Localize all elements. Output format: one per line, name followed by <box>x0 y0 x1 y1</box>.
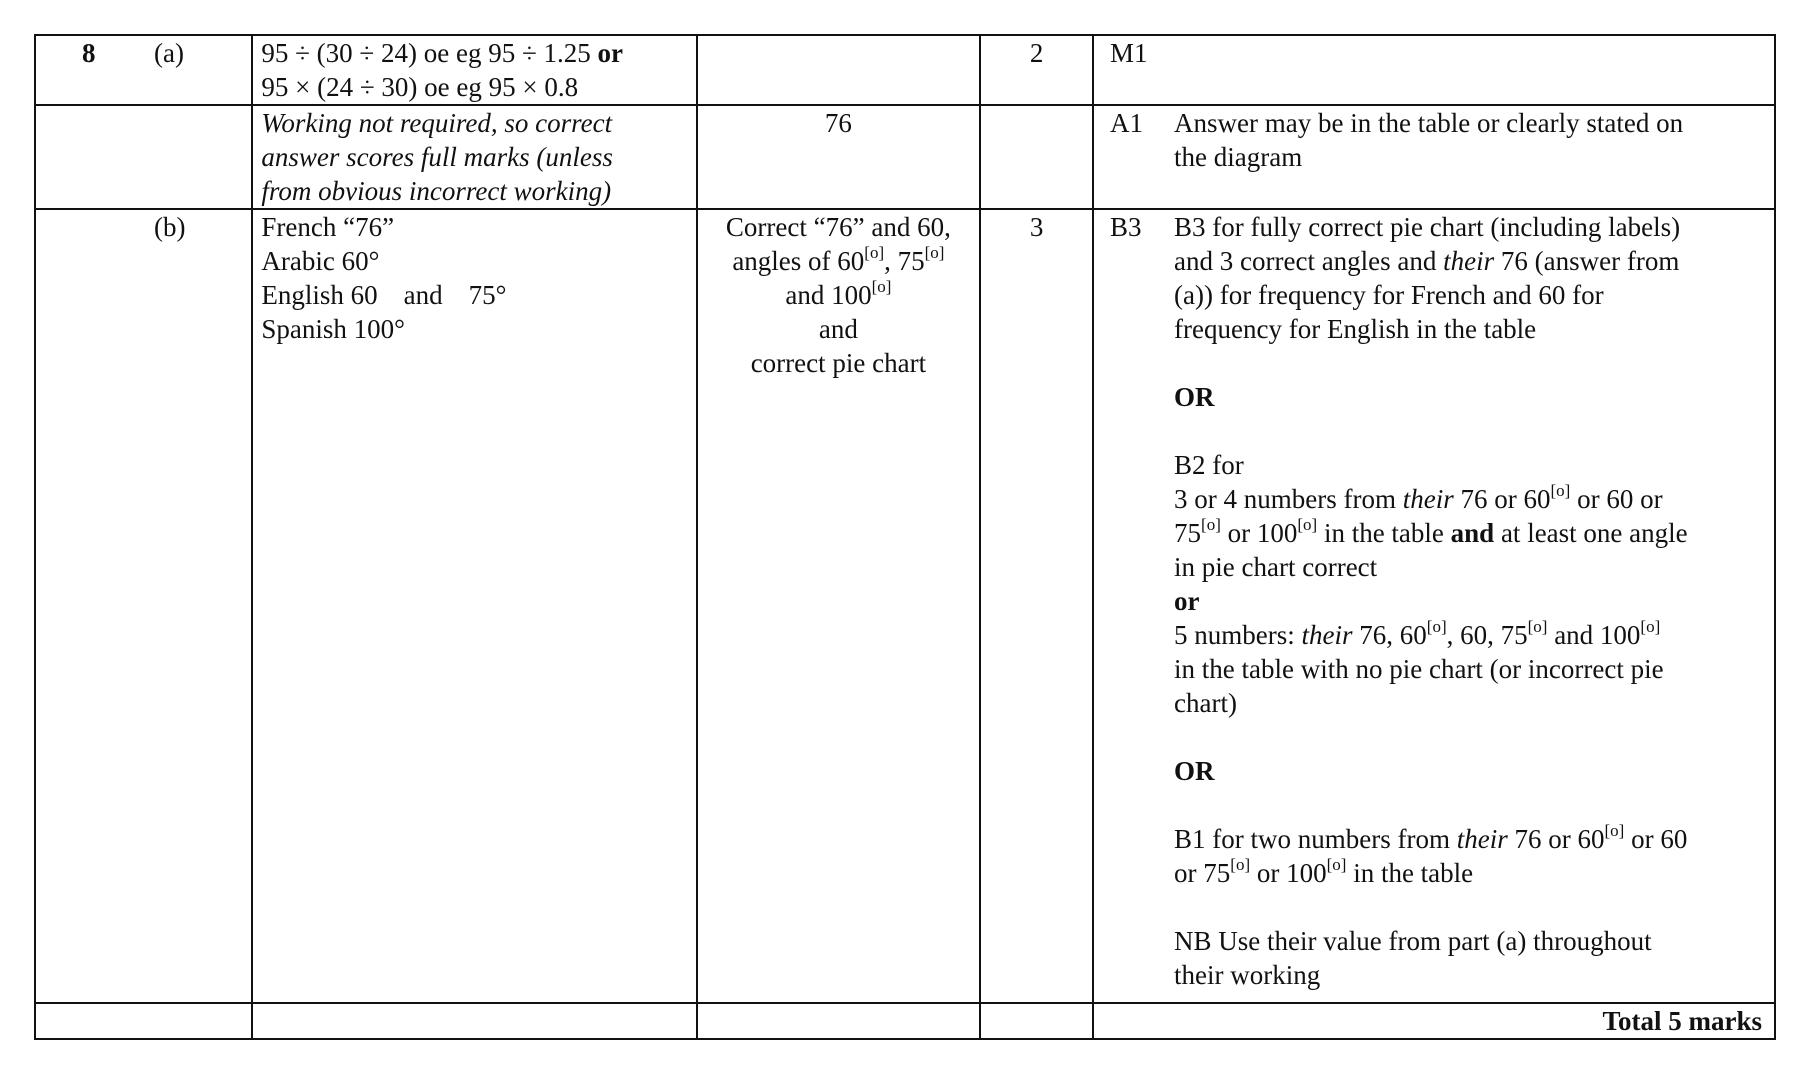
working-spanish: Spanish 100° <box>261 314 405 344</box>
part-a-working-line1: 95 ÷ (30 ÷ 24) oe eg 95 ÷ 1.25 or <box>261 38 623 68</box>
total-marks: Total 5 marks <box>1093 1003 1775 1039</box>
total-empty-3 <box>697 1003 980 1039</box>
b2-alt-line2: in the table with no pie chart (or incorrect pie <box>1174 654 1664 684</box>
part-a-answer-notes-cell <box>1093 105 1775 209</box>
b2-title: B2 for <box>1174 450 1244 480</box>
working-arabic: Arabic 60° <box>261 246 380 276</box>
a1-note-line1: Answer may be in the table or clearly stated on <box>1174 108 1684 138</box>
b3-code: B3 <box>1110 212 1142 242</box>
or-separator-1: OR <box>1174 382 1215 412</box>
part-a-notes-cell <box>1093 35 1775 105</box>
part-b-notes-cell <box>1093 209 1775 1003</box>
guidance-line2: answer scores full marks (unless <box>261 142 613 172</box>
b3-line2: and 3 correct angles and their 76 (answer from <box>1174 246 1680 276</box>
guidance-line3: from obvious incorrect working) <box>261 176 612 206</box>
question-cell-empty <box>35 105 252 209</box>
total-empty-1 <box>35 1003 252 1039</box>
b1-line2: or 75[o] or 100[o] in the table <box>1174 855 1474 888</box>
part-a-guidance-cell <box>252 105 696 209</box>
part-b-answer-cell <box>697 209 980 1003</box>
part-b-mark-cell: 3 <box>980 209 1093 1003</box>
b2-alt-line1: 5 numbers: their 76, 60[o], 60, 75[o] and 100[o] <box>1174 617 1661 650</box>
answer-line5: correct pie chart <box>750 348 927 378</box>
working-english: English 60 and 75° <box>261 280 507 310</box>
total-empty-2 <box>252 1003 696 1039</box>
b3-line3: (a)) for frequency for French and 60 for <box>1174 280 1604 310</box>
answer-line4: and <box>818 314 858 344</box>
or-separator-small: or <box>1174 586 1200 616</box>
row-part-a-answer <box>35 105 1775 209</box>
part-a-answer-cell: 76 <box>697 105 980 209</box>
mark-scheme-table <box>34 34 1776 1040</box>
part-b-question-cell <box>35 209 252 1003</box>
part-a-answer-empty <box>697 35 980 105</box>
part-a-answer-mark-empty <box>980 105 1093 209</box>
b2-line1: 3 or 4 numbers from their 76 or 60[o] or 60 or <box>1174 481 1663 514</box>
or-separator-2: OR <box>1174 756 1215 786</box>
guidance-line1: Working not required, so correct <box>261 108 613 138</box>
b3-line4: frequency for English in the table <box>1174 314 1537 344</box>
answer-line1: Correct “76” and 60, <box>725 212 951 242</box>
row-part-b <box>35 209 1775 1003</box>
total-empty-4 <box>980 1003 1093 1039</box>
part-b-working-cell <box>252 209 696 1003</box>
part-a-mark-cell: 2 <box>980 35 1093 105</box>
question-number: 8 <box>82 38 96 68</box>
m1-code: M1 <box>1110 38 1148 68</box>
a1-note-line2: the diagram <box>1174 142 1303 172</box>
b2-alt-line3: chart) <box>1174 688 1237 718</box>
part-a-label: (a) <box>154 38 184 68</box>
part-a-working-line2: 95 × (24 ÷ 30) oe eg 95 × 0.8 <box>261 72 579 102</box>
b1-line1: B1 for two numbers from their 76 or 60[o] or 60 <box>1174 821 1688 854</box>
answer-line2: angles of 60[o], 75[o] <box>732 243 945 276</box>
part-a-working-cell <box>252 35 696 105</box>
b3-line1: B3 for fully correct pie chart (including labels) <box>1174 212 1681 242</box>
part-b-guidance <box>1174 210 1766 992</box>
question-cell <box>35 35 252 105</box>
nb-line1: NB Use their value from part (a) throughout <box>1174 926 1652 956</box>
row-part-a-method <box>35 35 1775 105</box>
nb-line2: their working <box>1174 960 1321 990</box>
row-total <box>35 1003 1775 1039</box>
working-french: French “76” <box>261 212 395 242</box>
b2-line2: 75[o] or 100[o] in the table and at least one angle <box>1174 515 1688 548</box>
part-b-label: (b) <box>154 212 186 242</box>
a1-code: A1 <box>1110 108 1144 138</box>
answer-line3: and 100[o] <box>785 277 892 310</box>
b2-line3: in pie chart correct <box>1174 552 1378 582</box>
